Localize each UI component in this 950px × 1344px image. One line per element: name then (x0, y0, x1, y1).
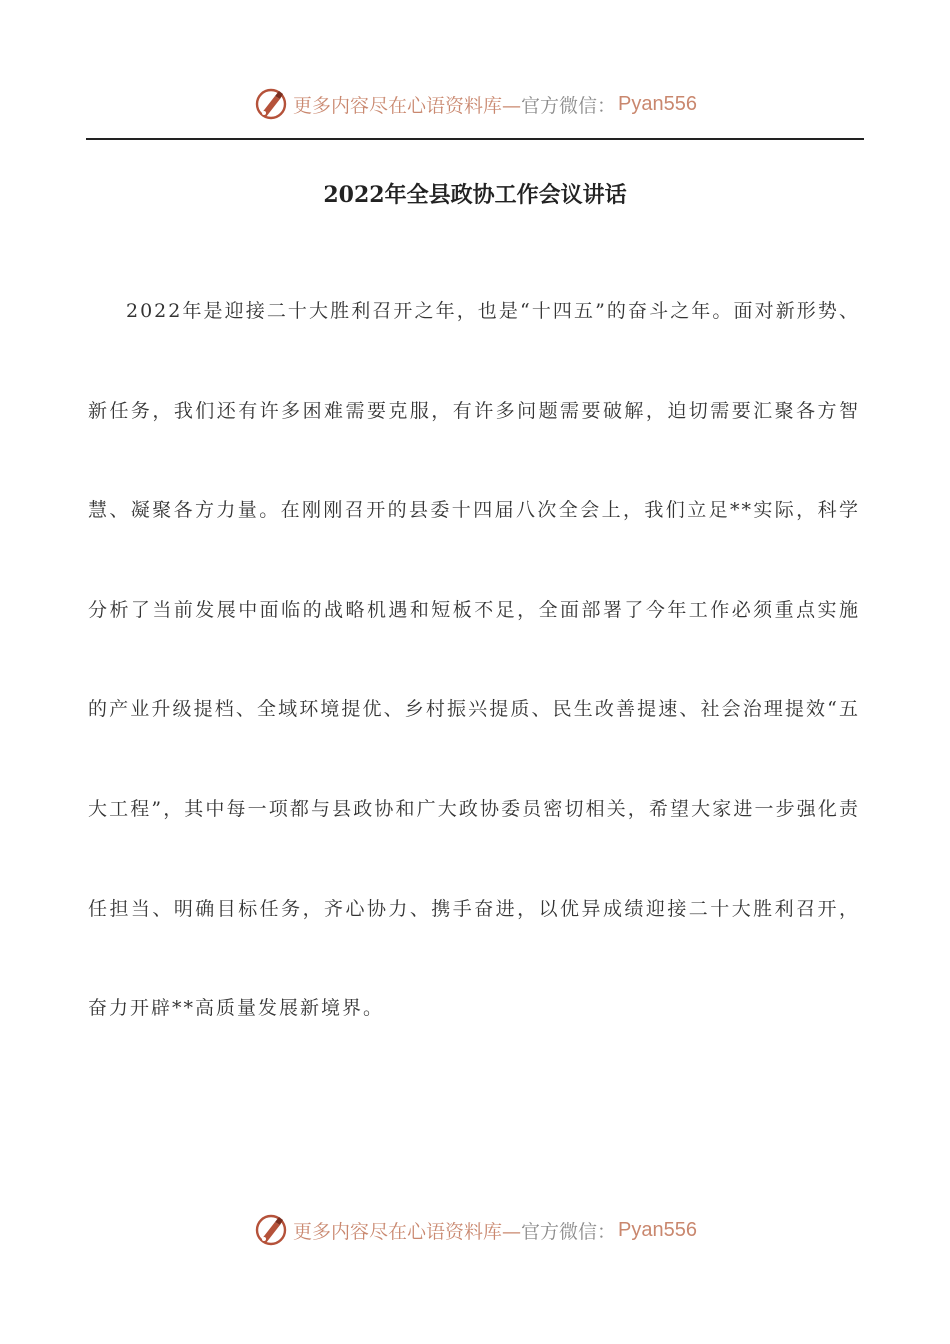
header-wechat-id: Pyan556 (618, 92, 697, 115)
footer-wechat-label: 官方微信： (521, 1220, 617, 1243)
body-paragraph: 2022年是迎接二十大胜利召开之年，也是“十四五”的奋斗之年。面对新形势、新任务，我们还有许多困难需要克服，有许多问题需要破解，迫切需要汇聚各方智慧、凝聚各方力量。在刚刚召开的县委十四届八次全会上，我们立足**实际，科学分析了当前发展中面临的战略机遇和短板不足，全面部署了今年工作必须重点实施的产业升级提档、全域环境提优、乡村振兴提质、民生改善提速、社会治理提效“五大工程”，其中每一项都与县政协和广大政协委员密切相关，希望大家进一步强化责任担当、明确目标任务，齐心协力、携手奋进，以优异成绩迎接二十大胜利召开，奋力开辟**高质量发展新境界。 (88, 300, 860, 1020)
footer-wechat-id: Pyan556 (618, 1218, 697, 1241)
footer-brand-text: 更多内容尽在心语资料库— (293, 1220, 522, 1243)
header-banner (0, 84, 950, 124)
header-wechat-label: 官方微信： (521, 94, 617, 117)
footer-banner (0, 1210, 950, 1250)
header-divider (86, 138, 864, 140)
header-brand-text: 更多内容尽在心语资料库— (293, 94, 522, 117)
pen-nib-icon (253, 86, 289, 122)
document-title: 2022年全县政协工作会议讲话 (323, 182, 627, 208)
pen-nib-icon (253, 1212, 289, 1248)
